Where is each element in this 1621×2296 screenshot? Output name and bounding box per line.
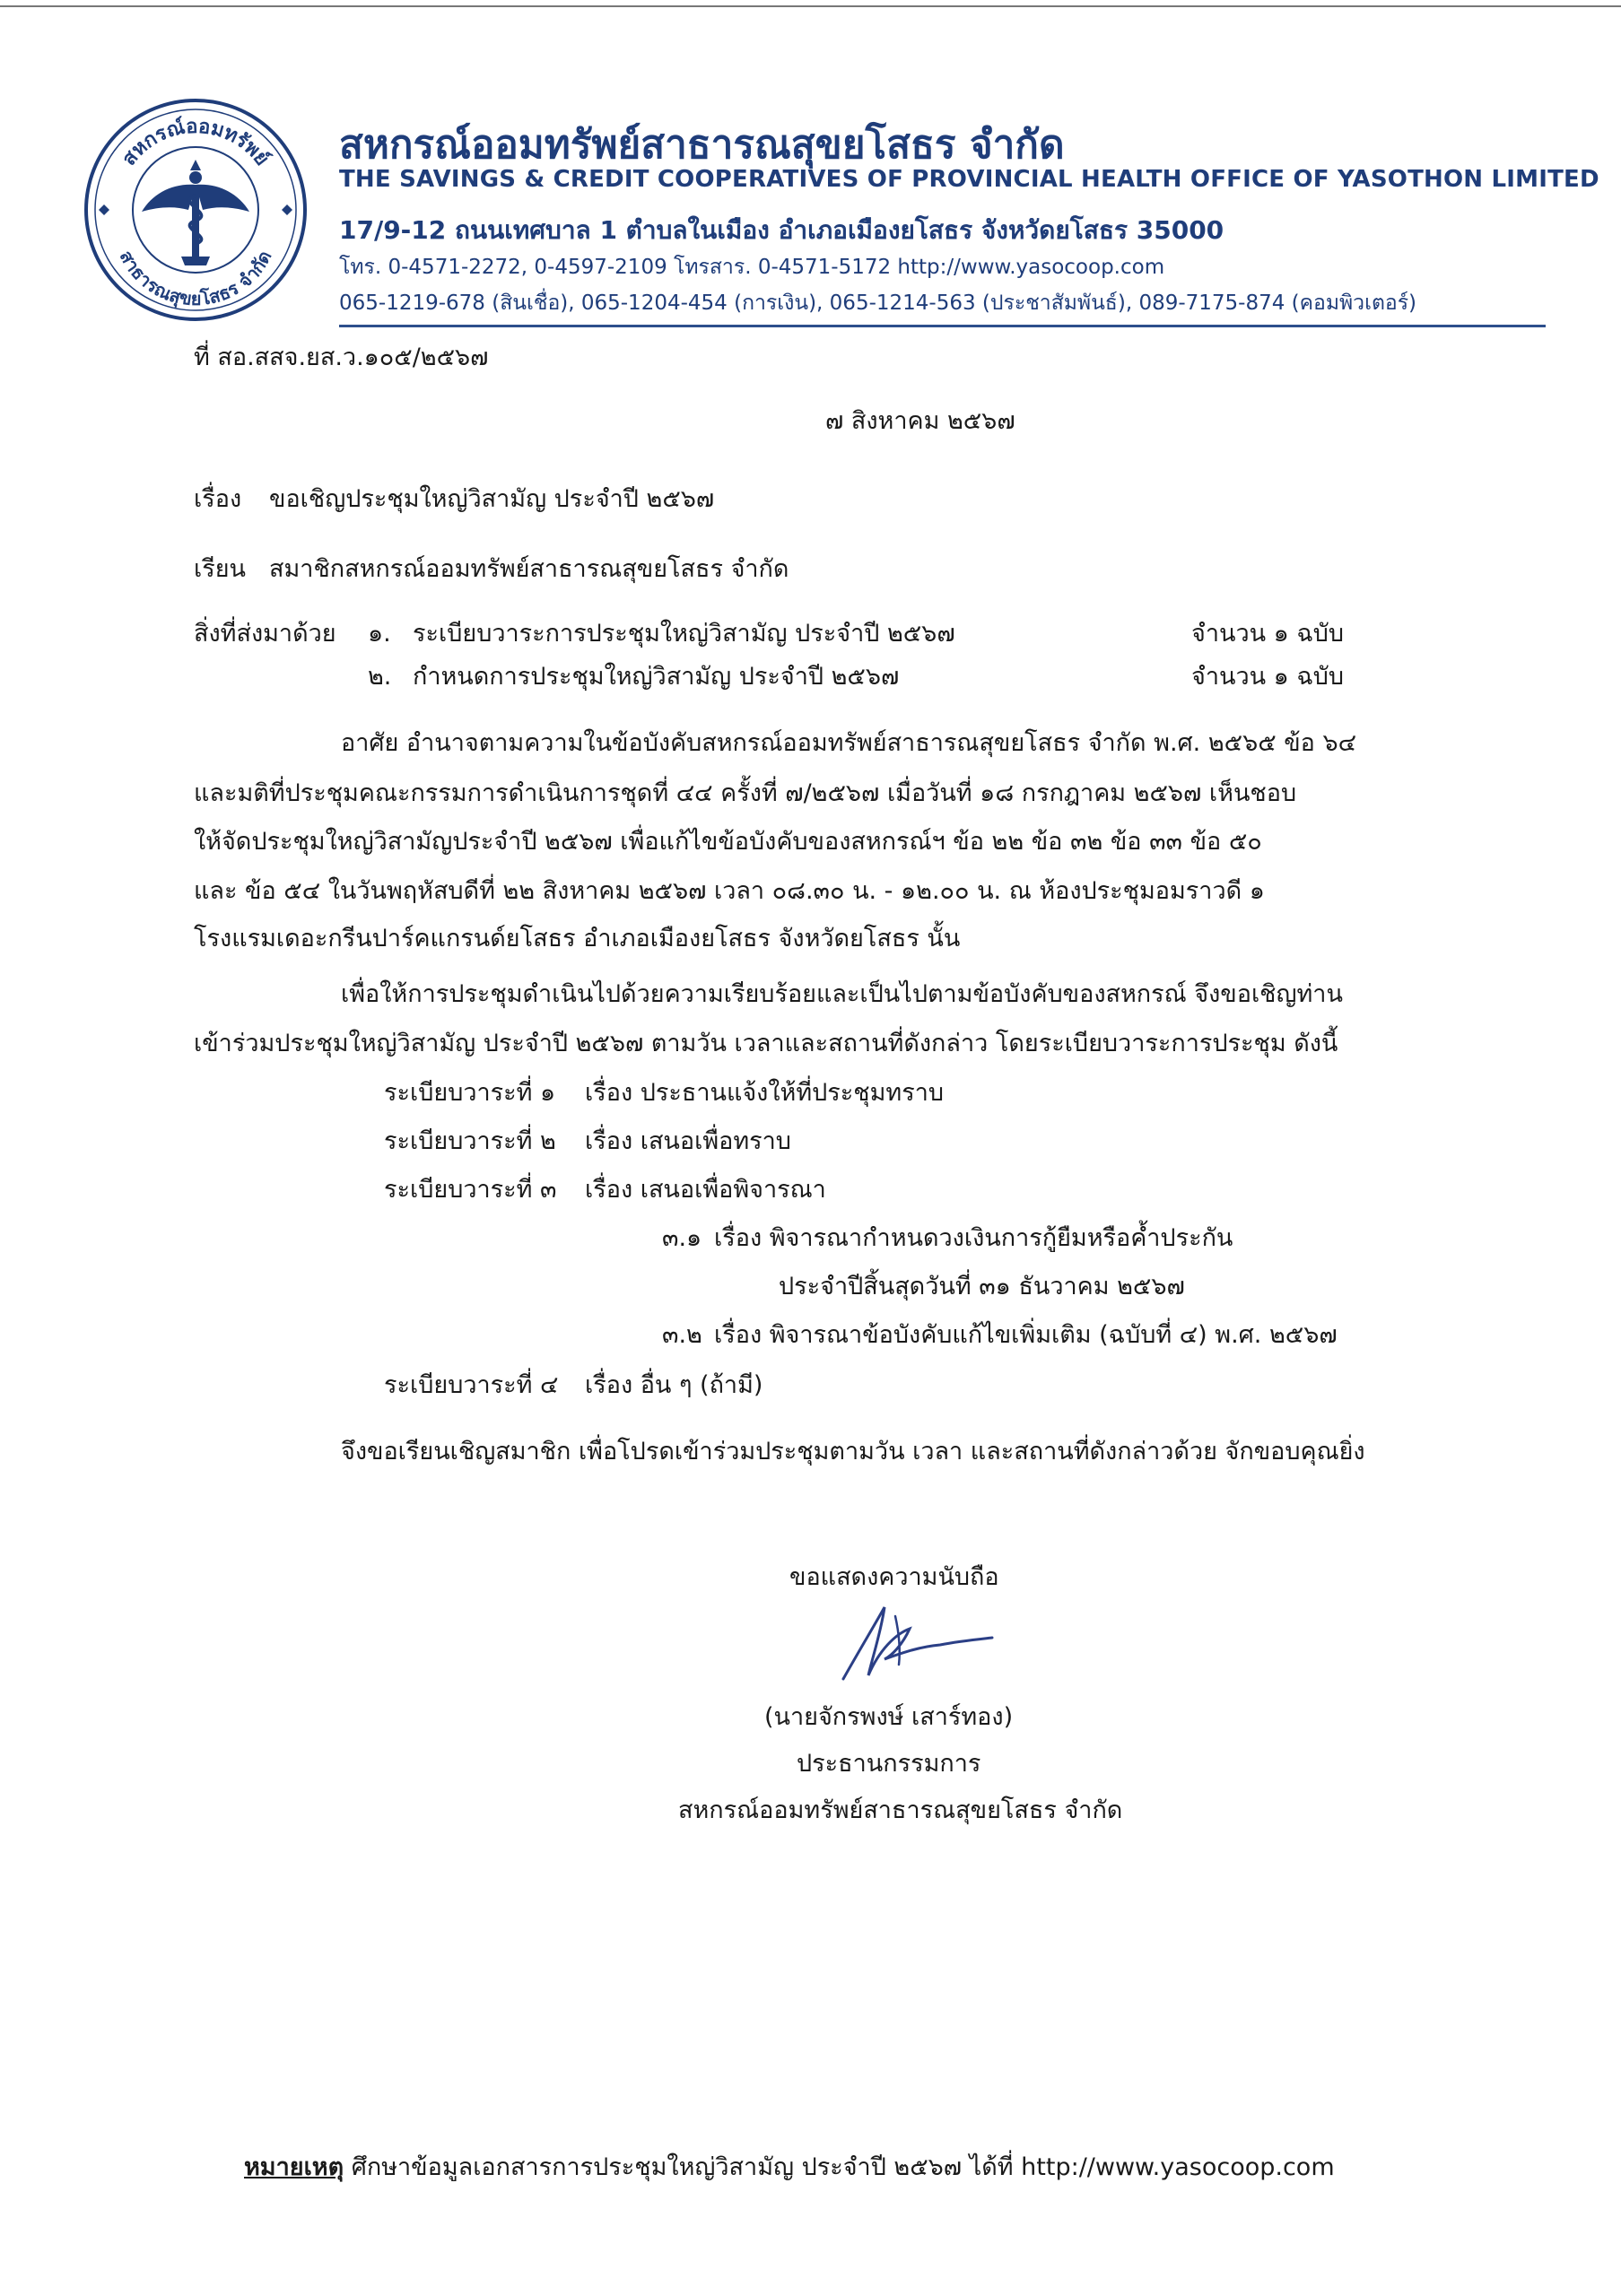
- agenda-label: ระเบียบวาระที่ ๔: [384, 1371, 559, 1399]
- org-name-english: THE SAVINGS & CREDIT COOPERATIVES OF PROVINCIAL HEALTH OFFICE OF YASOTHON LIMITED: [339, 166, 1599, 193]
- org-contact-line: โทร. 0-4571-2272, 0-4597-2109 โทรสาร. 0-4571-5172 http://www.yasocoop.com: [339, 256, 1165, 279]
- agenda-label: ระเบียบวาระที่ ๓: [384, 1176, 557, 1204]
- sub-agenda-number: ๓.๑: [662, 1224, 702, 1252]
- footnote-label: หมายเหตุ: [244, 2153, 344, 2181]
- closing-paragraph: จึงขอเรียนเชิญสมาชิก เพื่อโปรดเข้าร่วมประชุมตามวัน เวลา และสถานที่ดังกล่าวด้วย จักขอบคุณยิ่ง: [341, 1438, 1365, 1465]
- enclosure-label: สิ่งที่ส่งมาด้วย: [194, 620, 336, 648]
- agenda-item: เรื่อง อื่น ๆ (ถ้ามี): [585, 1371, 763, 1399]
- complimentary-close: ขอแสดงความนับถือ: [789, 1563, 999, 1591]
- handwritten-signature: [832, 1596, 1003, 1686]
- body-paragraph-line: เข้าร่วมประชุมใหญ่วิสามัญ ประจำปี ๒๕๖๗ ตามวัน เวลาและสถานที่ดังกล่าว โดยระเบียบวาระการประชุม ดังนี้: [194, 1030, 1338, 1057]
- cooperative-seal-logo: [83, 97, 309, 323]
- sub-agenda-item: เรื่อง พิจารณาข้อบังคับแก้ไขเพิ่มเติม (ฉบับที่ ๔) พ.ศ. ๒๕๖๗: [714, 1321, 1338, 1349]
- body-paragraph-line: โรงแรมเดอะกรีนปาร์คแกรนด์ยโสธร อำเภอเมืองยโสธร จังหวัดยโสธร นั้น: [194, 925, 961, 952]
- body-paragraph-line: อาศัย อำนาจตามความในข้อบังคับสหกรณ์ออมทรัพย์สาธารณสุขยโสธร จำกัด พ.ศ. ๒๕๖๕ ข้อ ๖๔: [341, 729, 1357, 757]
- recipient-label: เรียน: [194, 555, 247, 583]
- svg-text:สาธารณสุขยโสธร จำกัด: สาธารณสุขยโสธร จำกัด: [115, 247, 276, 310]
- body-paragraph-line: และ ข้อ ๕๔ ในวันพฤหัสบดีที่ ๒๒ สิงหาคม ๒๕๖๗ เวลา ๐๘.๓๐ น. - ๑๒.๐๐ น. ณ ห้องประชุมอมราวดี ๑: [194, 877, 1265, 905]
- svg-text:สหกรณ์ออมทรัพย์: สหกรณ์ออมทรัพย์: [118, 115, 274, 170]
- top-scan-line: [0, 5, 1621, 7]
- enclosure-number: ๒.: [368, 663, 392, 691]
- signer-title: ประธานกรรมการ: [797, 1750, 981, 1778]
- body-paragraph-line: เพื่อให้การประชุมดำเนินไปด้วยความเรียบร้อยและเป็นไปตามข้อบังคับของสหกรณ์ จึงขอเชิญท่าน: [341, 980, 1343, 1008]
- reference-number: ที่ สอ.สสจ.ยส.ว.๑๐๕/๒๕๖๗: [194, 344, 489, 371]
- sub-agenda-item: เรื่อง พิจารณากำหนดวงเงินการกู้ยืมหรือค้ำประกัน: [714, 1224, 1233, 1252]
- header-divider: [339, 325, 1546, 327]
- footnote-text: ศึกษาข้อมูลเอกสารการประชุมใหญ่วิสามัญ ประจำปี ๒๕๖๗ ได้ที่ http://www.yasocoop.com: [351, 2153, 1335, 2181]
- enclosure-quantity: จำนวน ๑ ฉบับ: [1191, 663, 1345, 691]
- enclosure-item: กำหนดการประชุมใหญ่วิสามัญ ประจำปี ๒๕๖๗: [413, 663, 900, 691]
- agenda-label: ระเบียบวาระที่ ๒: [384, 1127, 556, 1155]
- agenda-item: เรื่อง เสนอเพื่อพิจารณา: [585, 1176, 826, 1204]
- agenda-label: ระเบียบวาระที่ ๑: [384, 1079, 556, 1107]
- org-address: 17/9-12 ถนนเทศบาล 1 ตำบลในเมือง อำเภอเมืองยโสธร จังหวัดยโสธร 35000: [339, 215, 1224, 245]
- body-paragraph-line: และมติที่ประชุมคณะกรรมการดำเนินการชุดที่ ๔๔ ครั้งที่ ๗/๒๕๖๗ เมื่อวันที่ ๑๘ กรกฎาคม ๒๕๖๗ เห็นชอบ: [194, 779, 1297, 807]
- subject-text: ขอเชิญประชุมใหญ่วิสามัญ ประจำปี ๒๕๖๗: [269, 485, 715, 513]
- subject-label: เรื่อง: [194, 485, 242, 513]
- agenda-item: เรื่อง ประธานแจ้งให้ที่ประชุมทราบ: [585, 1079, 945, 1107]
- sub-agenda-number: ๓.๒: [662, 1321, 702, 1349]
- signer-organization: สหกรณ์ออมทรัพย์สาธารณสุขยโสธร จำกัด: [678, 1796, 1123, 1824]
- recipient-text: สมาชิกสหกรณ์ออมทรัพย์สาธารณสุขยโสธร จำกัด: [269, 555, 789, 583]
- enclosure-number: ๑.: [368, 620, 391, 648]
- org-name-thai: สหกรณ์ออมทรัพย์สาธารณสุขยโสธร จำกัด: [339, 122, 1065, 168]
- letter-date: ๗ สิงหาคม ๒๕๖๗: [825, 407, 1015, 435]
- org-phone-line: 065-1219-678 (สินเชื่อ), 065-1204-454 (การเงิน), 065-1214-563 (ประชาสัมพันธ์), 089-7175-874 (คอมพิวเตอร์): [339, 291, 1417, 315]
- body-paragraph-line: ให้จัดประชุมใหญ่วิสามัญประจำปี ๒๕๖๗ เพื่อแก้ไขข้อบังคับของสหกรณ์ฯ ข้อ ๒๒ ข้อ ๓๒ ข้อ ๓๓ ข้อ ๕๐: [194, 828, 1262, 856]
- signer-name: (นายจักรพงษ์ เสาร์ทอง): [764, 1703, 1014, 1731]
- sub-agenda-continuation: ประจำปีสิ้นสุดวันที่ ๓๑ ธันวาคม ๒๕๖๗: [779, 1273, 1185, 1300]
- footnote: [244, 2152, 1335, 2183]
- enclosure-item: ระเบียบวาระการประชุมใหญ่วิสามัญ ประจำปี ๒๕๖๗: [413, 620, 955, 648]
- agenda-item: เรื่อง เสนอเพื่อทราบ: [585, 1127, 791, 1155]
- enclosure-quantity: จำนวน ๑ ฉบับ: [1191, 620, 1345, 648]
